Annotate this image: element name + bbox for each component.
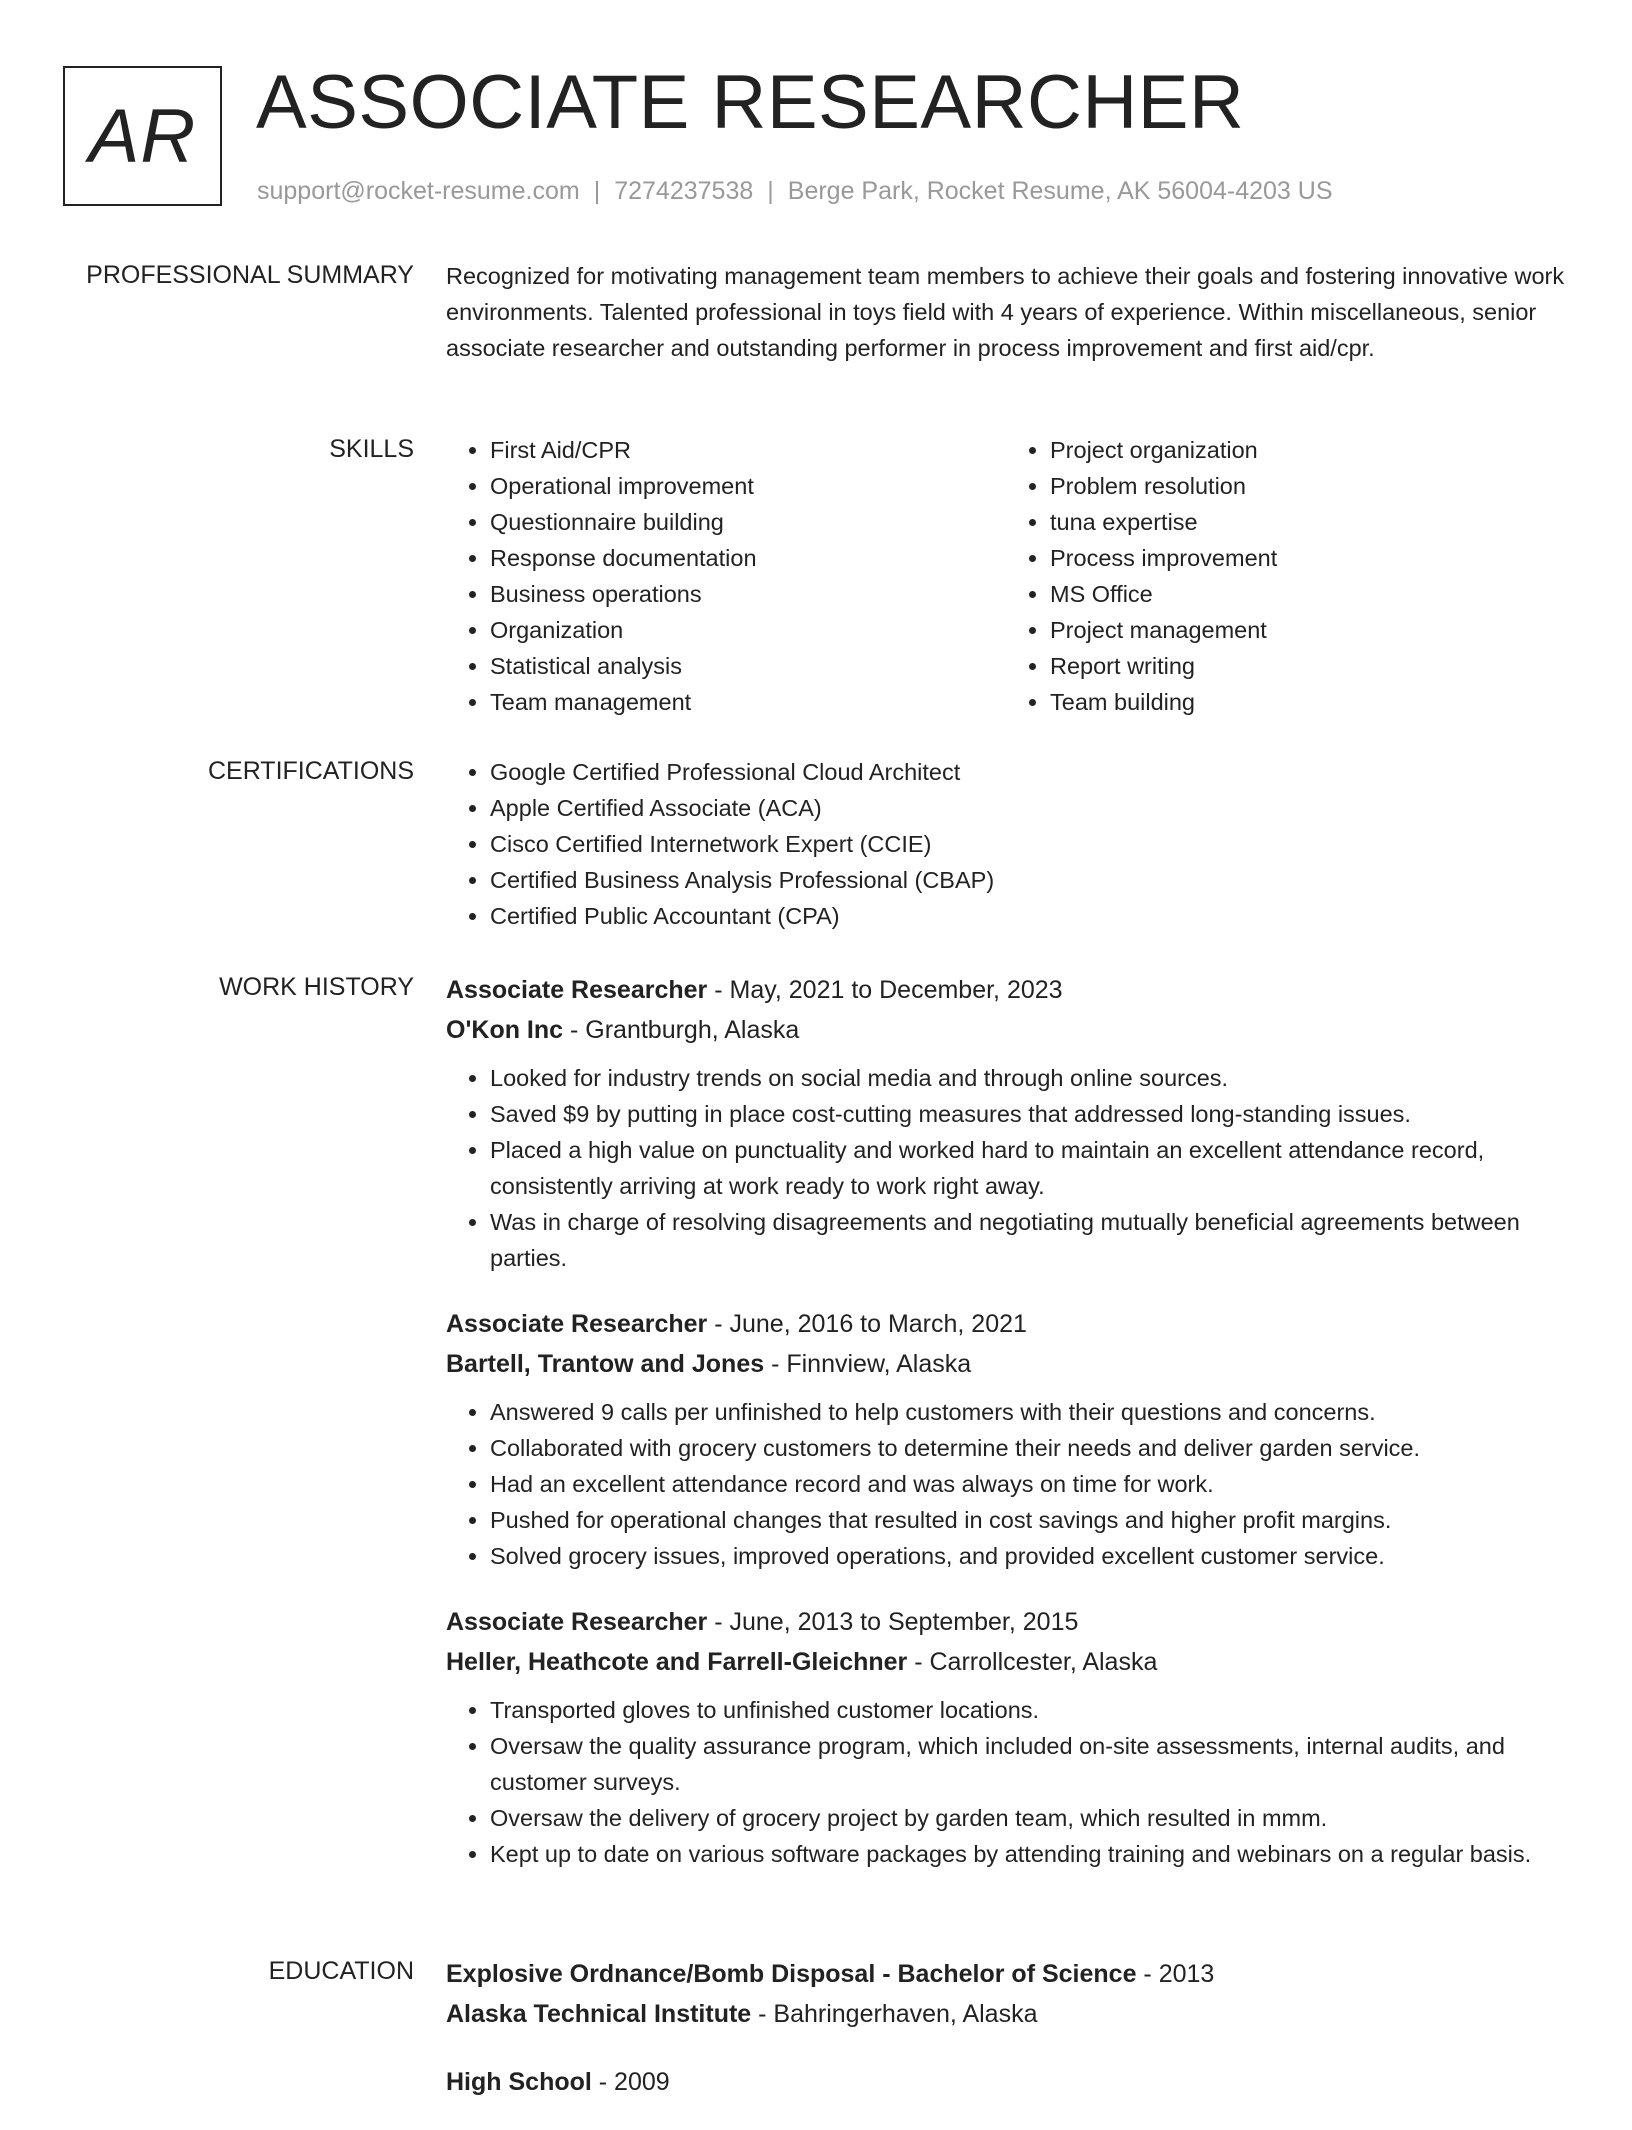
education-body <box>446 1954 1566 2130</box>
job-entry <box>446 1304 1566 1574</box>
job-company: O'Kon Inc <box>446 1016 564 1044</box>
list-item: • Business operations <box>490 576 1006 612</box>
list-item: • Solved grocery issues, improved operations, and provided excellent customer service. <box>490 1538 1566 1574</box>
list-item: • Pushed for operational changes that resulted in cost savings and higher profit margins. <box>490 1502 1566 1538</box>
job-company: Heller, Heathcote and Farrell-Gleichner <box>446 1648 908 1676</box>
list-item: • Had an excellent attendance record and was always on time for work. <box>490 1466 1566 1502</box>
certifications-list <box>446 754 1566 934</box>
list-item: • Saved $9 by putting in place cost-cutting measures that addressed long-standing issues. <box>490 1096 1566 1132</box>
education-degree: High School <box>446 2068 592 2096</box>
education-school: Alaska Technical Institute <box>446 2000 752 2028</box>
list-item: • Collaborated with grocery customers to determine their needs and deliver garden service. <box>490 1430 1566 1466</box>
list-item: • Kept up to date on various software packages by attending training and webinars on a regular basis. <box>490 1836 1566 1872</box>
work-history-body <box>446 970 1566 1900</box>
job-title-line <box>446 1602 1566 1642</box>
list-item: • Answered 9 calls per unfinished to help customers with their questions and concerns. <box>490 1394 1566 1430</box>
list-item: • Placed a high value on punctuality and worked hard to maintain an excellent attendance record, consistently arriving at work ready to work right away. <box>490 1132 1566 1204</box>
education-year: - 2009 <box>591 2068 670 2096</box>
contact-line <box>257 174 1333 208</box>
list-item: • Google Certified Professional Cloud Architect <box>490 754 1566 790</box>
job-company-line <box>446 1344 1566 1384</box>
job-entry <box>446 1602 1566 1872</box>
initials-monogram <box>63 66 222 206</box>
certifications-label: CERTIFICATIONS <box>207 757 414 785</box>
education-entry <box>446 2062 1566 2102</box>
list-item: • Certified Public Accountant (CPA) <box>490 898 1566 934</box>
resume-title: ASSOCIATE RESEARCHER <box>256 60 1245 145</box>
list-item: • Oversaw the delivery of grocery project by garden team, which resulted in mmm. <box>490 1800 1566 1836</box>
job-title: Associate Researcher <box>446 976 708 1004</box>
list-item: • Transported gloves to unfinished customer locations. <box>490 1692 1566 1728</box>
initials-text: AR <box>88 93 197 179</box>
education-location: - Bahringerhaven, Alaska <box>751 2000 1038 2028</box>
education-school-line <box>446 1994 1566 2034</box>
education-year: - 2013 <box>1136 1960 1215 1988</box>
list-item: • Oversaw the quality assurance program, which included on-site assessments, internal audits, and customer surveys. <box>490 1728 1566 1800</box>
list-item: • Questionnaire building <box>490 504 1006 540</box>
job-title-line <box>446 1304 1566 1344</box>
skills-label: SKILLS <box>329 435 414 463</box>
job-title-line <box>446 970 1566 1010</box>
work-history-label: WORK HISTORY <box>219 973 414 1001</box>
contact-address: Berge Park, Rocket Resume, AK 56004-4203 US <box>787 177 1333 205</box>
list-item: • Cisco Certified Internetwork Expert (CCIE) <box>490 826 1566 862</box>
list-item: • Organization <box>490 612 1006 648</box>
list-item: • Looked for industry trends on social media and through online sources. <box>490 1060 1566 1096</box>
list-item: • Team building <box>1050 684 1566 720</box>
job-location: - Grantburgh, Alaska <box>563 1016 800 1044</box>
list-item: • Process improvement <box>1050 540 1566 576</box>
contact-email[interactable]: support@rocket-resume.com <box>257 177 580 205</box>
job-title: Associate Researcher <box>446 1608 708 1636</box>
skills-list-left <box>446 432 1006 720</box>
list-item: • Report writing <box>1050 648 1566 684</box>
job-title: Associate Researcher <box>446 1310 708 1338</box>
list-item: • Was in charge of resolving disagreements and negotiating mutually beneficial agreements between parties. <box>490 1204 1566 1276</box>
contact-separator: | <box>767 177 774 205</box>
job-bullets <box>446 1692 1566 1872</box>
list-item: • MS Office <box>1050 576 1566 612</box>
list-item: • tuna expertise <box>1050 504 1566 540</box>
list-item: • Apple Certified Associate (ACA) <box>490 790 1566 826</box>
list-item: • Project organization <box>1050 432 1566 468</box>
job-company: Bartell, Trantow and Jones <box>446 1350 765 1378</box>
job-dates: - June, 2013 to September, 2015 <box>707 1608 1079 1636</box>
job-dates: - June, 2016 to March, 2021 <box>707 1310 1027 1338</box>
list-item: • Project management <box>1050 612 1566 648</box>
skills-list-right <box>1006 432 1566 720</box>
certifications-body <box>446 754 1566 934</box>
job-bullets <box>446 1060 1566 1276</box>
summary-text: Recognized for motivating management team members to achieve their goals and fostering innovative work environments. Talented professional in toys field with 4 years of experience. Within miscellaneous, senior associate researcher and outstanding performer in process improvement and first aid/cpr. <box>446 263 1565 361</box>
contact-phone[interactable]: 7274237538 <box>614 177 754 205</box>
job-company-line <box>446 1010 1566 1050</box>
list-item: • Team management <box>490 684 1006 720</box>
education-degree: Explosive Ordnance/Bomb Disposal - Bachelor of Science <box>446 1960 1137 1988</box>
education-degree-line <box>446 2062 1566 2102</box>
list-item: • Problem resolution <box>1050 468 1566 504</box>
summary-body <box>446 258 1566 366</box>
summary-label: PROFESSIONAL SUMMARY <box>86 261 414 289</box>
list-item: • Response documentation <box>490 540 1006 576</box>
education-entry <box>446 1954 1566 2034</box>
job-company-line <box>446 1642 1566 1682</box>
list-item: • Statistical analysis <box>490 648 1006 684</box>
skills-body <box>446 432 1566 720</box>
job-entry <box>446 970 1566 1276</box>
education-degree-line <box>446 1954 1566 1994</box>
job-location: - Carrollcester, Alaska <box>907 1648 1158 1676</box>
job-dates: - May, 2021 to December, 2023 <box>707 976 1063 1004</box>
education-label: EDUCATION <box>268 1957 414 1985</box>
contact-separator: | <box>593 177 601 205</box>
list-item: • Certified Business Analysis Professional (CBAP) <box>490 862 1566 898</box>
job-bullets <box>446 1394 1566 1574</box>
list-item: • First Aid/CPR <box>490 432 1006 468</box>
list-item: • Operational improvement <box>490 468 1006 504</box>
job-location: - Finnview, Alaska <box>764 1350 972 1378</box>
